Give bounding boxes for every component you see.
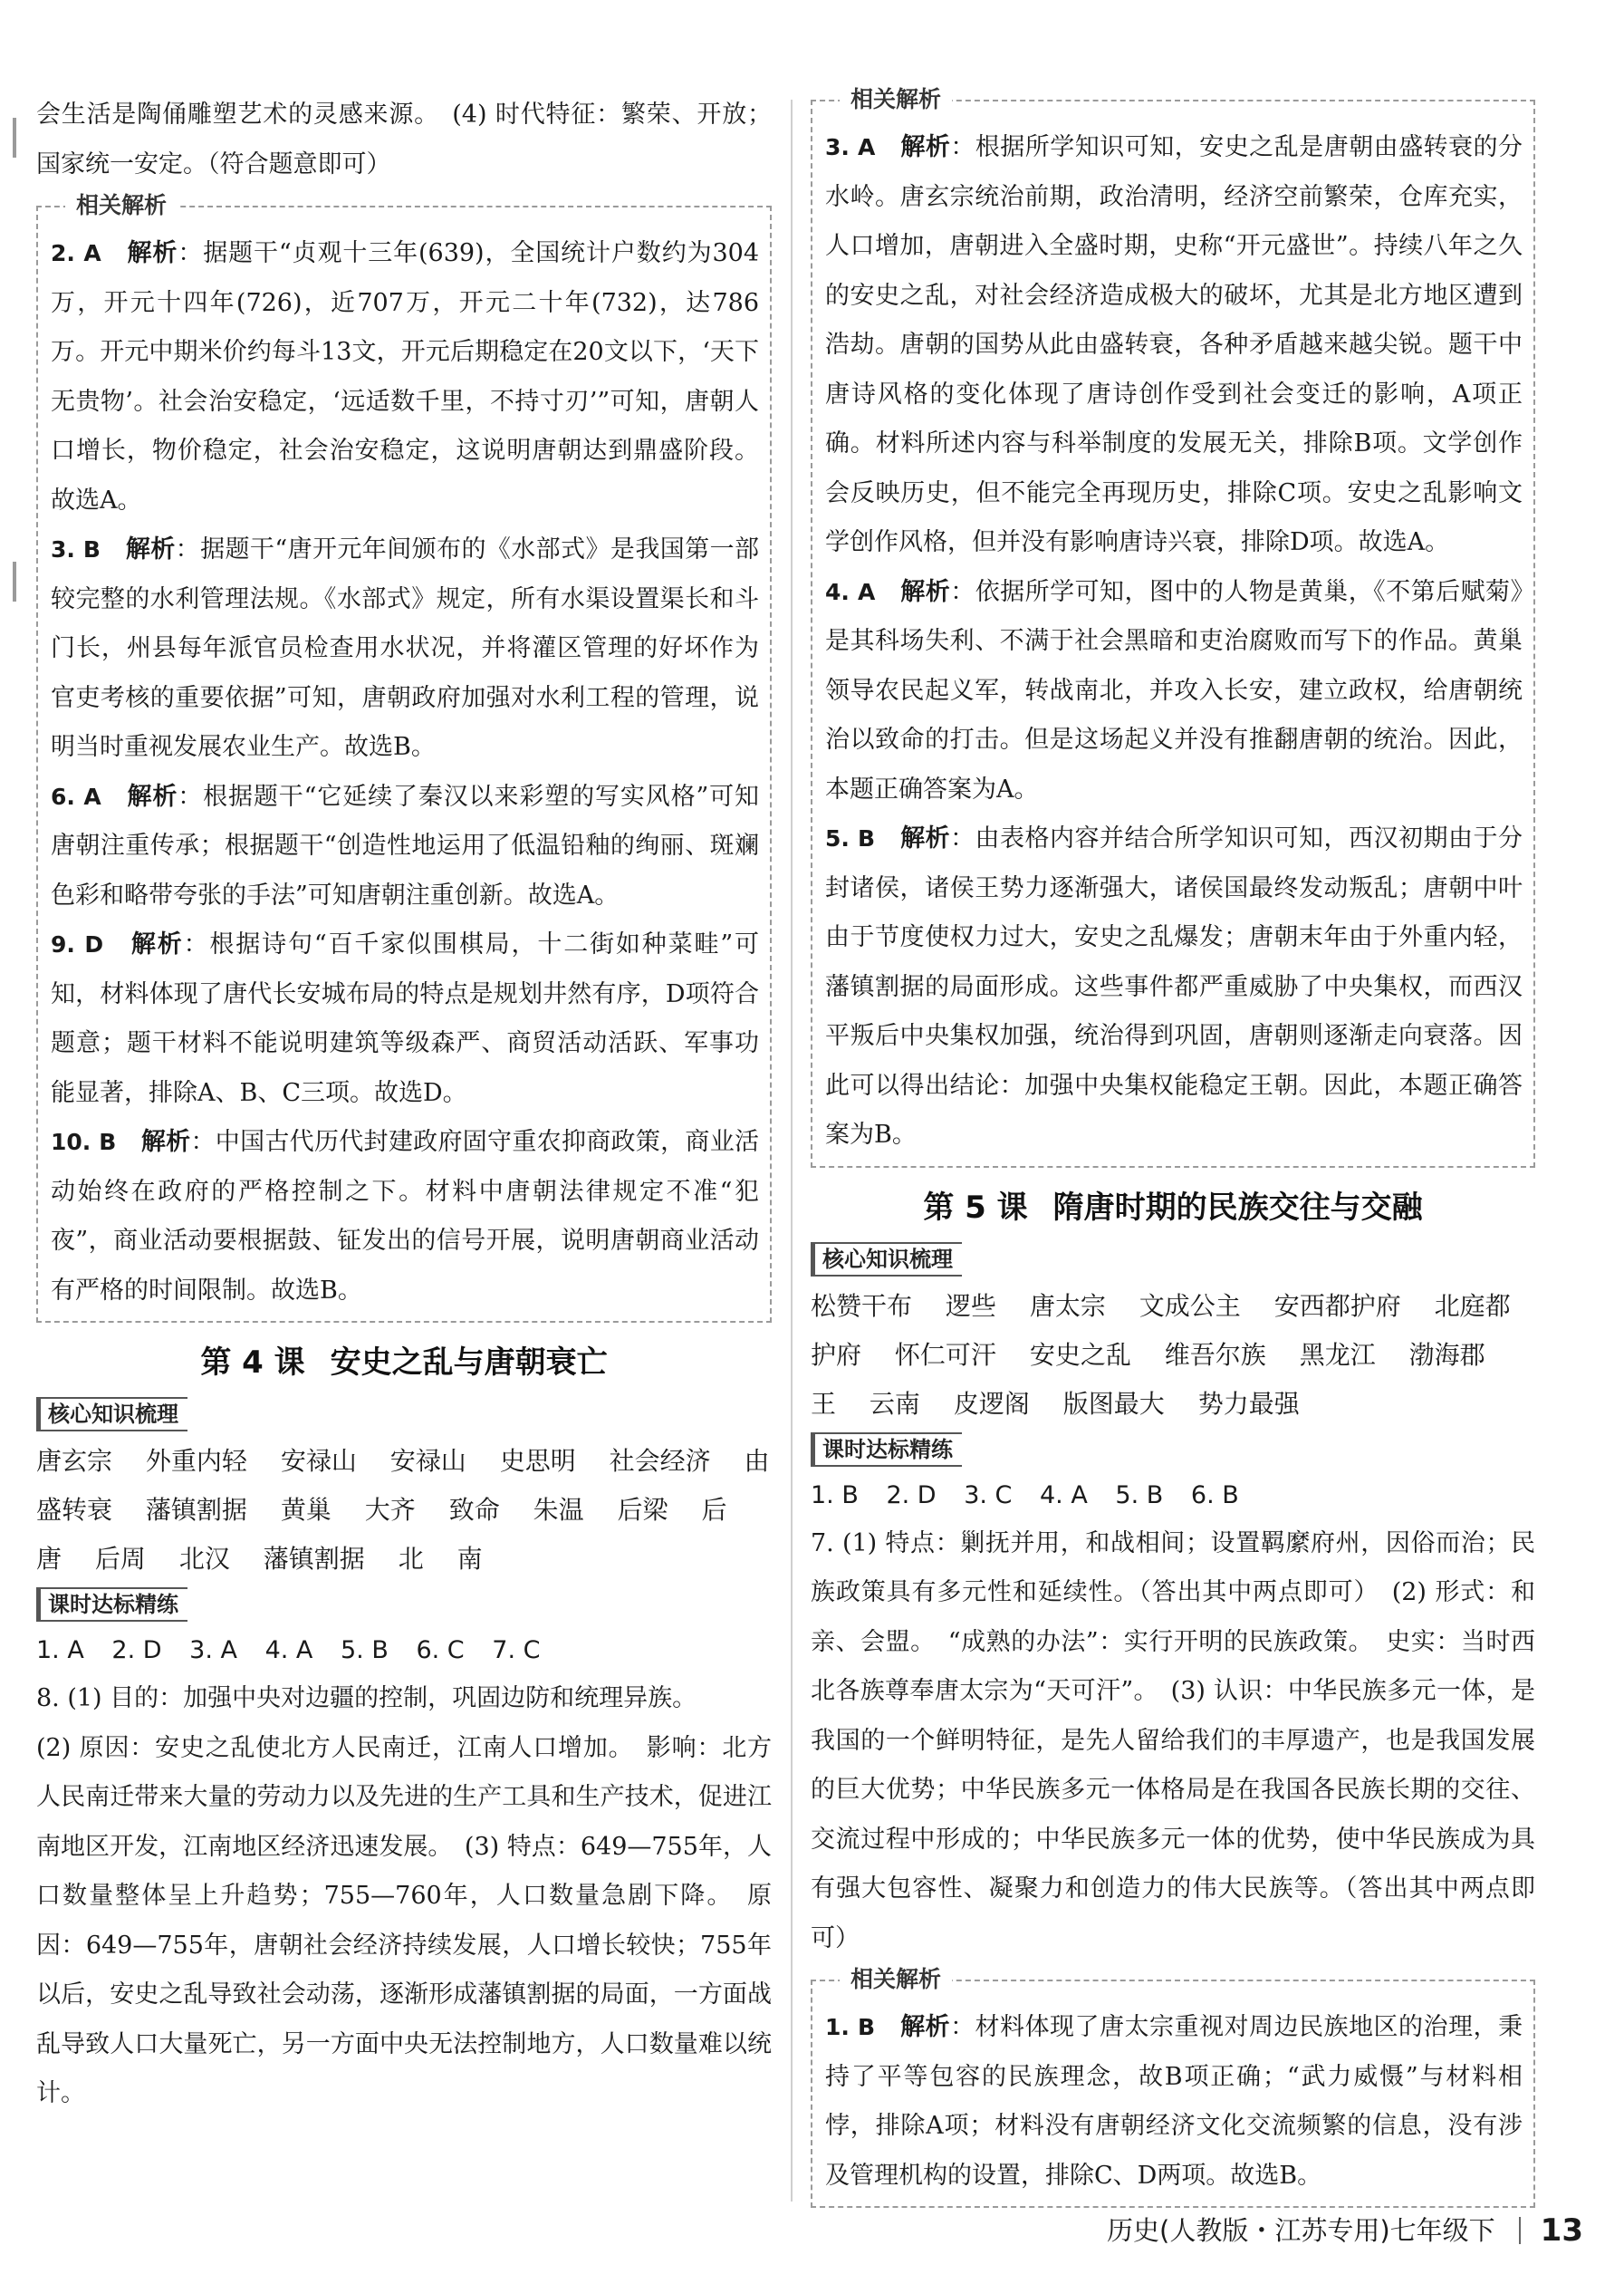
answer-item: 7. C [492, 1636, 541, 1664]
keyword: 云南 [869, 1388, 920, 1419]
analysis-item [51, 525, 759, 773]
analysis-item [51, 773, 759, 921]
keyword: 安西都护府 [1273, 1290, 1401, 1321]
keyword: 安禄山 [280, 1446, 357, 1476]
analysis-text: ：材料体现了唐太宗重视对周边民族地区的治理，秉持了平等包容的民族理念，故B项正确；“武力威慑”与材料相悖，排除A项；材料没有唐朝经济文化交流频繁的信息，没有涉及管理机构的设置，排除C、D两项。故选B。 [825, 2013, 1523, 2190]
answer-letter: B [858, 2014, 876, 2040]
analysis-label: 解析 [900, 824, 951, 853]
keyword: 安禄山 [389, 1446, 466, 1476]
analysis-label: 解析 [900, 2013, 951, 2041]
keyword: 大齐 [364, 1495, 416, 1525]
analysis-item [825, 2003, 1523, 2201]
answer-continuation: 会生活是陶俑雕塑艺术的灵感来源。 (4) 时代特征：繁荣、开放；国家统一安定。（符合题意即可） [36, 101, 772, 178]
keyword: 文成公主 [1139, 1290, 1241, 1321]
analysis-label: 解析 [127, 239, 178, 267]
lesson-number: 第 5 课 [923, 1189, 1028, 1226]
analysis-text: ：根据所学知识可知，安史之乱是唐朝由盛转衰的分水岭。唐玄宗统治前期，政治清明，经济空前繁荣，仓库充实，人口增加，唐朝进入全盛时期，史称“开元盛世”。持续八年之久的安史之乱，对社会经济造成极大的破坏，尤其是北方地区遭到浩劫。唐朝的国势从此由盛转衰，各种矛盾越来越尖锐。题干中唐诗风格的变化体现了唐诗创作受到社会变迁的影响，A项正确。材料所述内容与科举制度的发展无关，排除B项。文学创作会反映历史，但不能完全再现历史，排除C项。安史之乱影响文学创作风格，但并没有影响唐诗兴衰，排除D项。故选A。 [825, 133, 1523, 556]
keyword: 唐玄宗 [36, 1446, 113, 1476]
practice-label: 课时达标精练 [36, 1587, 187, 1622]
question-number: 2. [51, 240, 75, 266]
analysis-label: 解析 [900, 577, 951, 606]
answer-list [36, 1627, 772, 1674]
analysis-label: 解析 [125, 535, 176, 564]
analysis-list [825, 123, 1523, 1161]
keyword: 史思明 [499, 1446, 576, 1476]
keyword: 南 [456, 1544, 483, 1574]
answer-item: 6. B [1190, 1480, 1239, 1509]
answer-item: 1. A [36, 1636, 84, 1664]
keyword-list [811, 1282, 1535, 1429]
question-number: 4. [825, 578, 850, 605]
keyword: 北汉 [178, 1544, 230, 1574]
left-column [36, 91, 772, 2119]
analysis-text: ：中国古代历代封建政府固守重农抑商政策，商业活动始终在政府的严格控制之下。材料中唐朝法律规定不准“犯夜”，商业活动要根据鼓、钲发出的信号开展，说明唐朝商业活动有严格的时间限制。故选B。 [51, 1128, 760, 1305]
question-number: 6. [51, 783, 75, 810]
answer-letter: B [858, 825, 876, 852]
analysis-text: ：依据所学可知，图中的人物是黄巢，《不第后赋菊》是其科场失利、不满于社会黑暗和吏治腐败而写下的作品。黄巢领导农民起义军，转战南北，并攻入长安，建立政权，给唐朝统治以致命的打击。但是这场起义并没有推翻唐朝的统治。因此，本题正确答案为A。 [825, 577, 1523, 804]
keyword: 北庭都护府 [811, 1290, 1511, 1370]
analysis-label: 解析 [900, 133, 951, 161]
answer-letter: D [84, 931, 104, 958]
page-number: 13 [1540, 2212, 1583, 2249]
page-footer [1107, 2211, 1583, 2250]
answer-letter: A [857, 578, 876, 605]
column-divider [791, 100, 793, 2202]
margin-mark [13, 562, 16, 602]
keyword: 后梁 [617, 1495, 668, 1525]
question-number: 10. [51, 1129, 91, 1155]
analysis-item [51, 1118, 759, 1315]
answer-item: 3. A [189, 1636, 237, 1664]
analysis-list [51, 229, 759, 1315]
answer-letter: B [82, 536, 101, 563]
analysis-item [51, 920, 759, 1118]
keyword: 维吾尔族 [1164, 1339, 1266, 1370]
analysis-list [825, 2003, 1523, 2201]
core-knowledge-label: 核心知识梳理 [36, 1397, 187, 1431]
analysis-text: ：由表格内容并结合所学知识可知，西汉初期由于分封诸侯，诸侯王势力逐渐强大，诸侯国最终发动叛乱；唐朝中叶由于节度使权力过大，安史之乱爆发；唐朝末年由于外重内轻，藩镇割据的局面形成。这些事件都严重威胁了中央集权，而西汉平叛后中央集权加强，统治得到巩固，唐朝则逐渐走向衰落。因此可以得出结论：加强中央集权能稳定王朝。因此，本题正确答案为B。 [825, 824, 1523, 1149]
analysis-title: 相关解析 [840, 1963, 952, 1996]
keyword: 致命 [448, 1495, 500, 1525]
keyword: 怀仁可汗 [894, 1339, 996, 1370]
keyword: 版图最大 [1062, 1388, 1165, 1419]
keyword: 朱温 [533, 1495, 584, 1525]
analysis-label: 解析 [127, 782, 178, 811]
footer-divider [1519, 2217, 1521, 2244]
practice-label: 课时达标精练 [811, 1432, 962, 1467]
keyword: 藩镇割据 [263, 1544, 365, 1574]
keyword: 社会经济 [609, 1446, 711, 1476]
answer-letter: A [83, 240, 101, 266]
answer-item: 4. A [1040, 1480, 1088, 1509]
answer-item: 4. A [264, 1636, 313, 1664]
keyword: 松赞干布 [811, 1290, 913, 1321]
analysis-title: 相关解析 [65, 189, 178, 222]
keyword: 黑龙江 [1299, 1339, 1376, 1370]
answer-item: 2. D [886, 1480, 937, 1509]
lesson-name: 隋唐时期的民族交往与交融 [1052, 1189, 1423, 1226]
question-8-part1: 8. (1) 目的：加强中央对边疆的控制，巩固边防和统理异族。 [36, 1684, 697, 1712]
answer-letter: A [857, 134, 876, 160]
answer-list [811, 1472, 1535, 1519]
analysis-label: 解析 [130, 930, 184, 959]
analysis-text: ：据题干“贞观十三年(639)，全国统计户数约为304万，开元十四年(726)，近707万，开元二十年(732)，达786万。开元中期米价约每斗13文，开元后期稳定在20文以下，‘天下无贵物’。社会治安稳定，‘远适数千里，不持寸刃’”可知，唐朝人口增长，物价稳定，社会治安稳定，这说明唐朝达到鼎盛阶段。故选A。 [51, 239, 760, 515]
keyword: 后唐 [36, 1495, 727, 1574]
analysis-box [811, 1966, 1535, 2208]
question-number: 1. [825, 2014, 850, 2040]
keyword: 渤海郡王 [811, 1339, 1485, 1419]
answer-item: 1. B [811, 1480, 859, 1509]
analysis-text: ：据题干“唐开元年间颁布的《水部式》是我国第一部较完整的水利管理法规。《水部式》规定，所有水渠设置渠长和斗门长，州县每年派官员检查用水状况，并将灌区管理的好坏作为官吏考核的重要依据”可知，唐朝政府加强对水利工程的管理，说明当时重视发展农业生产。故选B。 [51, 535, 760, 761]
analysis-text: ：根据题干“它延续了秦汉以来彩塑的写实风格”可知唐朝注重传承；根据题干“创造性地运用了低温铅釉的绚丽、斑斓色彩和略带夸张的手法”可知唐朝注重创新。故选A。 [51, 782, 760, 910]
core-knowledge-label: 核心知识梳理 [811, 1242, 962, 1277]
keyword: 由盛转衰 [36, 1446, 770, 1525]
analysis-text: ：根据诗句“百千家似围棋局，十二街如种菜畦”可知，材料体现了唐代长安城布局的特点是规划井然有序，D项符合题意；题干材料不能说明建筑等级森严、商贸活动活跃、军事功能显著，排除A、B、C三项。故选D。 [51, 930, 760, 1107]
question-8-part2: (2) 原因：安史之乱使北方人民南迁，江南人口增加。 影响：北方人民南迁带来大量的劳动力以及先进的生产工具和生产技术，促进江南地区开发，江南地区经济迅速发展。 (3) 特点：649—755年，人口数量整体呈上升趋势；755—760年，人口数量急剧下降。 原因：649—755年，唐朝社会经济持续发展，人口增长较快；755年以后，安史之乱导致社会动荡，逐渐形成藩镇割据的局面，一方面战乱导致人口大量死亡，另一方面中央无法控制地方，人口数量难以统计。 [36, 1733, 772, 2107]
question-number: 3. [51, 536, 75, 563]
analysis-item [825, 814, 1523, 1161]
answer-item: 2. D [111, 1636, 162, 1664]
analysis-label: 解析 [140, 1128, 191, 1156]
answer-letter: B [99, 1129, 117, 1155]
lesson-title [811, 1186, 1535, 1229]
answer-item: 5. B [1115, 1480, 1164, 1509]
book-title: 历史(人教版・江苏专用)七年级下 [1107, 2215, 1495, 2246]
keyword: 北 [398, 1544, 424, 1574]
answer-item: 3. C [964, 1480, 1013, 1509]
analysis-item [825, 568, 1523, 815]
analysis-item [825, 123, 1523, 568]
keyword: 安史之乱 [1029, 1339, 1131, 1370]
question-number: 9. [51, 931, 75, 958]
keyword: 黄巢 [280, 1495, 332, 1525]
keyword-list [36, 1437, 772, 1584]
analysis-box [811, 86, 1535, 1168]
answer-item: 6. C [416, 1636, 465, 1664]
lesson-number: 第 4 课 [200, 1344, 305, 1381]
margin-mark [13, 118, 16, 158]
question-number: 3. [825, 134, 850, 160]
keyword: 藩镇割据 [145, 1495, 247, 1525]
lesson-title [36, 1341, 772, 1384]
question-7: 7. (1) 特点：剿抚并用，和战相间；设置羁縻府州，因俗而治；民族政策具有多元性和延续性。（答出其中两点即可） (2) 形式：和亲、会盟。 “成熟的办法”：实行开明的民族政策。 史实：当时西北各族尊奉唐太宗为“天可汗”。 (3) 认识：中华民族多元一体，是我国的一个鲜明特征，是先人留给我们的丰厚遗产，也是我国发展的巨大优势；中华民族多元一体格局是在我国各民族长期的交往、交流过程中形成的；中华民族多元一体的优势，使中华民族成为具有强大包容性、凝聚力和创造力的伟大民族等。（答出其中两点即可） [811, 1528, 1535, 1952]
question-number: 5. [825, 825, 850, 852]
keyword: 逻些 [945, 1290, 996, 1321]
answer-letter: A [83, 783, 101, 810]
keyword: 皮逻阁 [953, 1388, 1030, 1419]
keyword: 唐太宗 [1029, 1290, 1106, 1321]
right-column [811, 86, 1535, 2226]
analysis-box [36, 192, 772, 1323]
keyword: 后周 [94, 1544, 146, 1574]
keyword: 外重内轻 [145, 1446, 247, 1476]
keyword: 势力最强 [1197, 1388, 1300, 1419]
answer-item: 5. B [341, 1636, 389, 1664]
lesson-name: 安史之乱与唐朝衰亡 [330, 1344, 608, 1381]
analysis-title: 相关解析 [840, 83, 952, 116]
analysis-item [51, 229, 759, 525]
